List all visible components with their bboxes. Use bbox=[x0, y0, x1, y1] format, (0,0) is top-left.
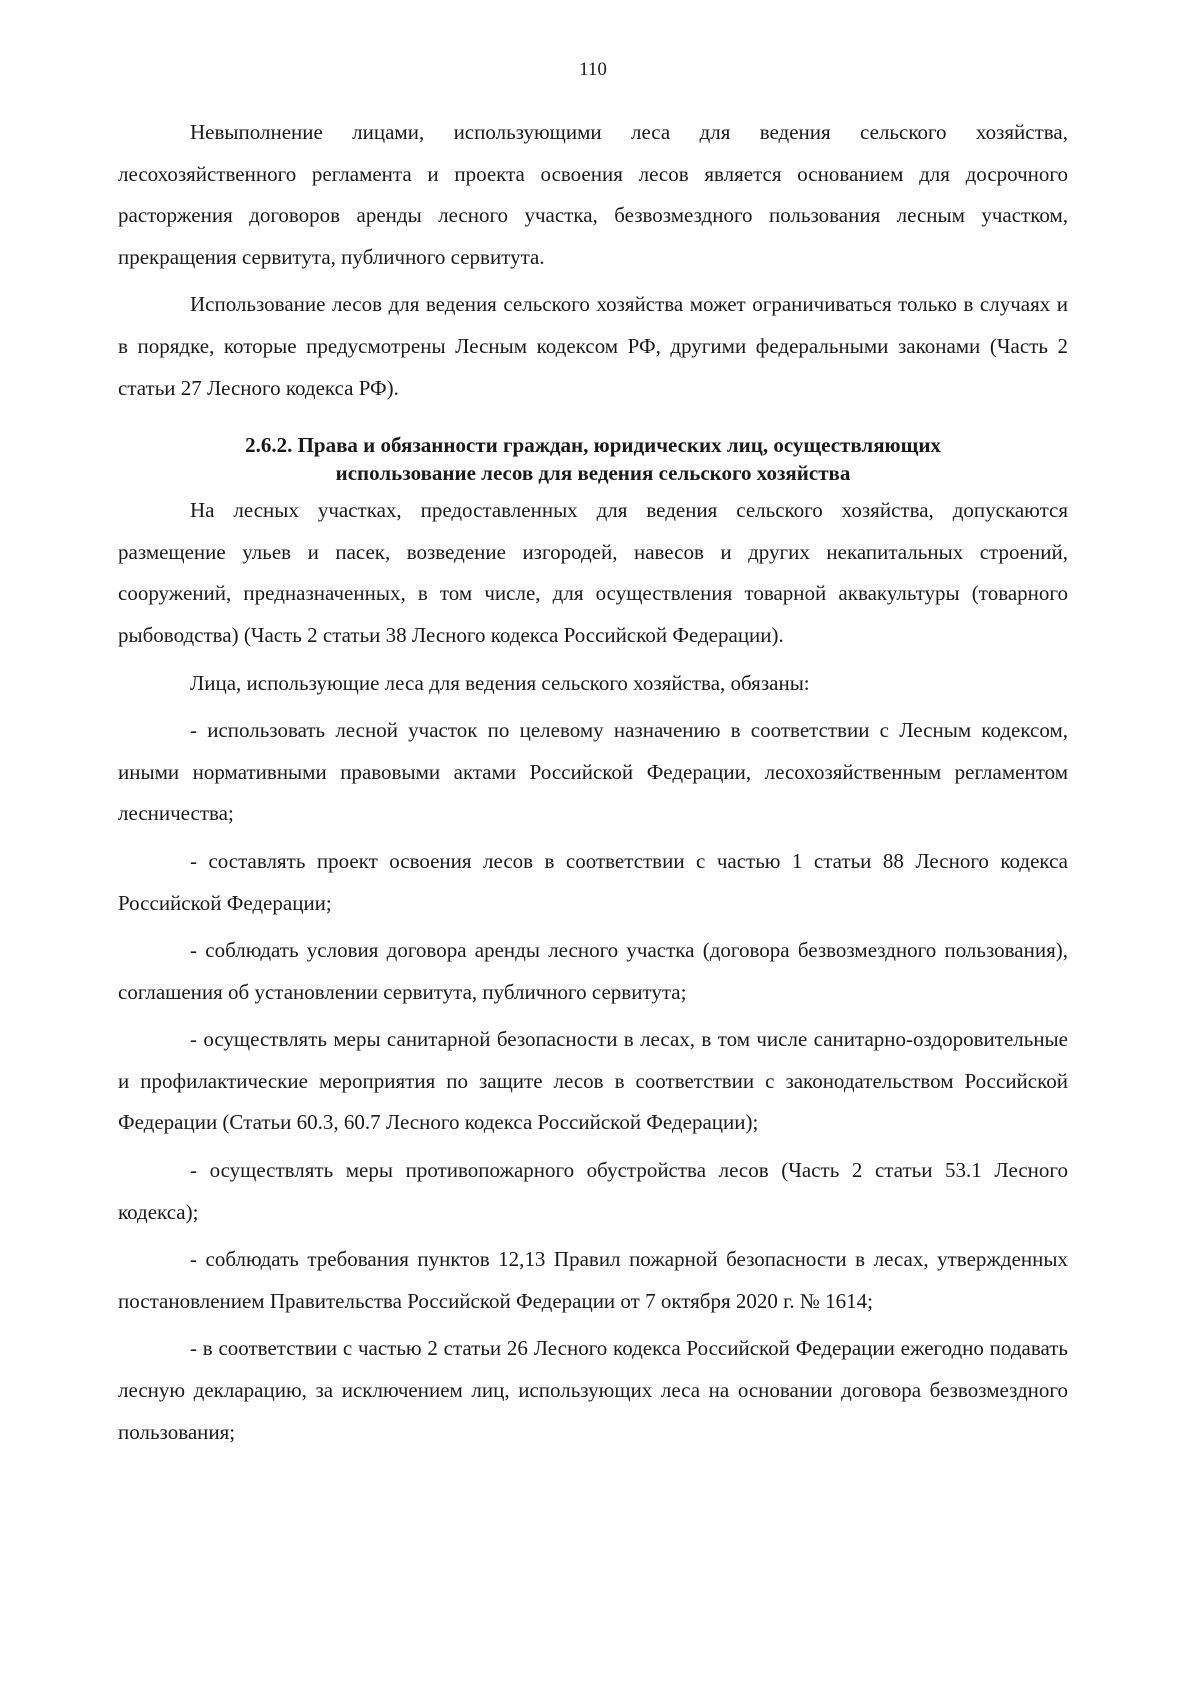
paragraph-noncompliance: Невыполнение лицами, использующими леса для ведения сельского хозяйства, лесохозяйственного регламента и проекта освоения лесов является основанием для досрочного расторжения договоров аренды лесного участка, безвозмездного пользования лесным участком, прекращения сервитута, публичного сервитута. bbox=[118, 120, 1068, 269]
list-item-forest-declaration: - в соответствии с частью 2 статьи 26 Лесного кодекса Российской Федерации ежегодно подавать лесную декларацию, за исключением лиц, использующих леса на основании договора безвозмездного пользования; bbox=[118, 1336, 1068, 1444]
paragraph-usage-restriction: Использование лесов для ведения сельского хозяйства может ограничиваться только в случаях и в порядке, которые предусмотрены Лесным кодексом РФ, другими федеральными законами (Часть 2 статьи 27 Лесного кодекса РФ). bbox=[118, 292, 1068, 400]
page-number: 110 bbox=[579, 59, 607, 80]
section-heading-line-1: 2.6.2. Права и обязанности граждан, юридических лиц, осуществляющих bbox=[245, 433, 941, 458]
list-item-development-project: - составлять проект освоения лесов в соответствии с частью 1 статьи 88 Лесного кодекса Российской Федерации; bbox=[118, 848, 1068, 915]
list-item-sanitary-measures: - осуществлять меры санитарной безопасности в лесах, в том числе санитарно-оздоровительные и профилактические мероприятия по защите лесов в соответствии с законодательством Российской Федерации (Статьи 60.3, 60.7 Лесного кодекса Российской Федерации); bbox=[118, 1027, 1068, 1135]
list-item-fire-prevention: - осуществлять меры противопожарного обустройства лесов (Часть 2 статьи 53.1 Лесного кодекса); bbox=[118, 1158, 1068, 1224]
list-item-contract-terms: - соблюдать условия договора аренды лесного участка (договора безвозмездного пользования), соглашения об установлении сервитута, публичного сервитута; bbox=[118, 938, 1068, 1004]
section-heading-line-2: использование лесов для ведения сельского хозяйства bbox=[335, 461, 851, 486]
document-body bbox=[118, 112, 1068, 1453]
list-item-intended-use: - использовать лесной участок по целевому назначению в соответствии с Лесным кодексом, иными нормативными правовыми актами Российской Федерации, лесохозяйственным регламентом лесничества; bbox=[118, 718, 1068, 826]
paragraph-permitted-structures: На лесных участках, предоставленных для ведения сельского хозяйства, допускаются размещение ульев и пасек, возведение изгородей, навесов и других некапитальных строений, сооружений, предназначенных, в том числе, для осуществления товарной аквакультуры (товарного рыбоводства) (Часть 2 статьи 38 Лесного кодекса Российской Федерации). bbox=[118, 498, 1068, 647]
section-heading bbox=[118, 431, 1068, 487]
paragraph-obligations-intro: Лица, использующие леса для ведения сельского хозяйства, обязаны: bbox=[190, 670, 810, 695]
list-item-fire-safety-rules: - соблюдать требования пунктов 12,13 Правил пожарной безопасности в лесах, утвержденных постановлением Правительства Российской Федерации от 7 октября 2020 г. № 1614; bbox=[118, 1247, 1068, 1313]
